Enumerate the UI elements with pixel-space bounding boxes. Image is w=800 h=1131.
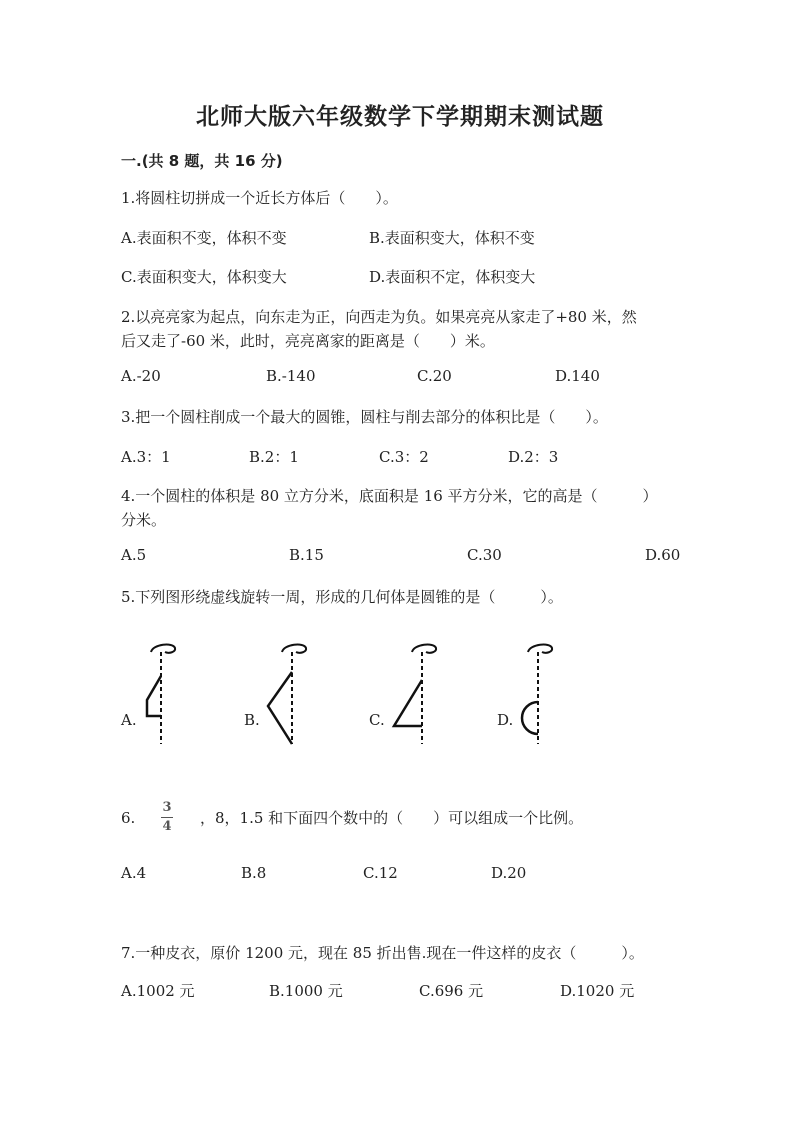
question-3-option-c[interactable]: C.3：2 bbox=[379, 448, 429, 466]
figure-b bbox=[262, 640, 312, 750]
question-1-option-a[interactable]: A.表面积不变，体积不变 bbox=[121, 229, 287, 247]
question-4-option-d[interactable]: D.60 bbox=[645, 546, 681, 564]
figure-d bbox=[510, 640, 560, 750]
question-3-option-a[interactable]: A.3：1 bbox=[121, 448, 171, 466]
question-1-option-d[interactable]: D.表面积不定，体积变大 bbox=[369, 268, 536, 286]
question-5-stem: 5.下列图形绕虚线旋转一周，形成的几何体是圆锥的是（ ）。 bbox=[121, 588, 563, 606]
fraction-bar bbox=[161, 817, 173, 818]
question-4-stem-line1: 4.一个圆柱的体积是 80 立方分米，底面积是 16 平方分米，它的高是（ ） bbox=[121, 487, 658, 505]
section-header: 一.(共 8 题，共 16 分) bbox=[121, 152, 283, 170]
question-4-stem-line2: 分米。 bbox=[121, 511, 167, 529]
fraction-denominator: 4 bbox=[162, 819, 172, 834]
question-2-option-a[interactable]: A.-20 bbox=[121, 367, 161, 385]
question-4-option-c[interactable]: C.30 bbox=[467, 546, 502, 564]
question-1-option-b[interactable]: B.表面积变大，体积不变 bbox=[369, 229, 535, 247]
question-7-option-d[interactable]: D.1020 元 bbox=[560, 982, 635, 1000]
page-title: 北师大版六年级数学下学期期末测试题 bbox=[196, 104, 604, 130]
question-7-option-b[interactable]: B.1000 元 bbox=[269, 982, 343, 1000]
question-7-option-a[interactable]: A.1002 元 bbox=[121, 982, 195, 1000]
question-4-option-b[interactable]: B.15 bbox=[289, 546, 324, 564]
question-2-option-c[interactable]: C.20 bbox=[417, 367, 452, 385]
question-6-option-d[interactable]: D.20 bbox=[491, 864, 527, 882]
question-1-stem: 1.将圆柱切拼成一个近长方体后（ ）。 bbox=[121, 189, 398, 207]
figure-c bbox=[390, 640, 440, 750]
question-1-option-c[interactable]: C.表面积变大，体积变大 bbox=[121, 268, 287, 286]
question-6-number: 6. bbox=[121, 809, 136, 827]
question-3-stem: 3.把一个圆柱削成一个最大的圆锥，圆柱与削去部分的体积比是（ ）。 bbox=[121, 408, 608, 426]
question-5-option-b[interactable]: B. bbox=[244, 711, 260, 729]
question-7-stem: 7.一种皮衣，原价 1200 元，现在 85 折出售.现在一件这样的皮衣（ ）。 bbox=[121, 944, 644, 962]
question-5-option-c[interactable]: C. bbox=[369, 711, 385, 729]
question-2-option-b[interactable]: B.-140 bbox=[266, 367, 316, 385]
question-3-option-b[interactable]: B.2：1 bbox=[249, 448, 299, 466]
question-2-option-d[interactable]: D.140 bbox=[555, 367, 600, 385]
question-5-option-d[interactable]: D. bbox=[497, 711, 514, 729]
question-7-option-c[interactable]: C.696 元 bbox=[419, 982, 484, 1000]
question-4-option-a[interactable]: A.5 bbox=[121, 546, 147, 564]
fraction-numerator: 3 bbox=[162, 800, 172, 815]
question-3-option-d[interactable]: D.2：3 bbox=[508, 448, 559, 466]
figure-a bbox=[135, 640, 185, 750]
question-6-stem: ，8，1.5 和下面四个数中的（ ）可以组成一个比例。 bbox=[200, 809, 584, 827]
question-6-option-a[interactable]: A.4 bbox=[121, 864, 147, 882]
question-6-option-b[interactable]: B.8 bbox=[241, 864, 267, 882]
question-2-stem-line1: 2.以亮亮家为起点，向东走为正，向西走为负。如果亮亮从家走了+80 米，然 bbox=[121, 308, 637, 326]
question-6-option-c[interactable]: C.12 bbox=[363, 864, 398, 882]
question-5-option-a[interactable]: A. bbox=[121, 711, 137, 729]
question-2-stem-line2: 后又走了-60 米，此时，亮亮离家的距离是（ ）米。 bbox=[121, 332, 495, 350]
